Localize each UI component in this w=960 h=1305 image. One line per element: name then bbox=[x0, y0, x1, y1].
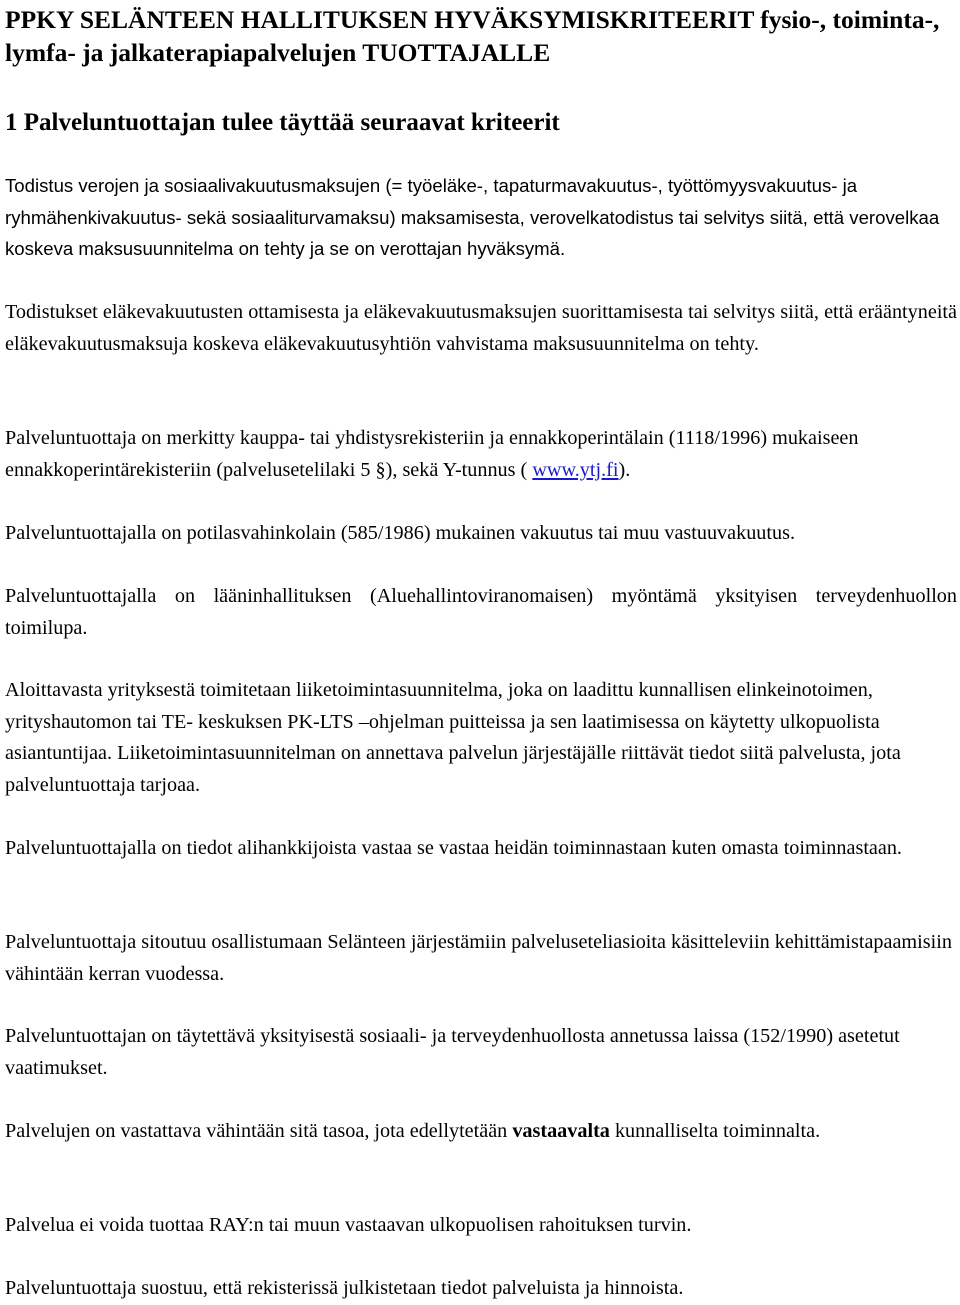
paragraph-meetings: Palveluntuottaja sitoutuu osallistumaan Selänteen järjestämiin palveluseteliasioita käsitteleviin kehittämistapaamisiin vähintään kerran vuodessa. bbox=[5, 931, 952, 985]
ytj-link[interactable]: www.ytj.fi bbox=[532, 458, 619, 481]
paragraph-insurance: Palveluntuottajalla on potilasvahinkolain (585/1986) mukainen vakuutus tai muu vastuuvakuutus. bbox=[5, 522, 795, 544]
section-heading: 1 Palveluntuottajan tulee täyttää seuraavat kriteerit bbox=[5, 109, 560, 136]
paragraph-business-plan: Aloittavasta yrityksestä toimitetaan liiketoimintasuunnitelma, joka on laadittu kunnallisen elinkeinotoimen, yrityshautomon tai TE- keskuksen PK-LTS –ohjelman puitteissa ja sen laatimisessa on käytetty ulkopuolista asiantuntijaa. Liiketoimintasuunnitelman on annettava palvelun järjestäjälle riittävät tiedot siitä palvelusta, jota palveluntuottaja tarjoaa. bbox=[5, 679, 901, 796]
paragraph-registry bbox=[5, 423, 957, 486]
registry-text-end: ). bbox=[618, 458, 631, 481]
paragraph-funding: Palvelua ei voida tuottaa RAY:n tai muun vastaavan ulkopuolisen rahoituksen turvin. bbox=[5, 1214, 692, 1236]
paragraph-subcontractors: Palveluntuottajalla on tiedot alihankkijoista vastaa se vastaa heidän toiminnastaan kuten omasta toiminnastaan. bbox=[5, 837, 902, 859]
paragraph-pension-certificate: Todistukset eläkevakuutusten ottamisesta ja eläkevakuutusmaksujen suorittamisesta tai selvitys siitä, että erääntyneitä eläkevakuutusmaksuja koskeva eläkevakuutusyhtiön vahvistama maksusuunnitelma on tehty. bbox=[5, 301, 957, 355]
document-title: PPKY SELÄNTEEN HALLITUKSEN HYVÄKSYMISKRITEERIT fysio-, toiminta-, lymfa- ja jalkaterapiapalvelujen TUOTTAJALLE bbox=[5, 5, 940, 67]
paragraph-tax-certificate: Todistus verojen ja sosiaalivakuutusmaksujen (= työeläke-, tapaturmavakuutus-, työttömyysvakuutus- ja ryhmähenkivakuutus- sekä sosiaaliturvamaksu) maksamisesta, verovelkatodistus tai selvitys siitä, että verovelkaa koskeva maksusuunnitelma on tehty ja se on verottajan hyväksymä. bbox=[5, 175, 940, 259]
paragraph-license: Palveluntuottajalla on lääninhallituksen (Aluehallintoviranomaisen) myöntämä yksityisen terveydenhuollon toimilupa. bbox=[5, 585, 957, 639]
paragraph-publication: Palveluntuottaja suostuu, että rekisterissä julkistetaan tiedot palveluista ja hinnoista. bbox=[5, 1277, 684, 1299]
service-level-text-end: kunnalliselta toiminnalta. bbox=[609, 1120, 821, 1142]
service-level-text: Palvelujen on vastattava vähintään sitä tasoa, jota edellytetään bbox=[5, 1120, 513, 1142]
service-level-bold: vastaavalta bbox=[512, 1120, 610, 1142]
paragraph-service-level bbox=[5, 1116, 957, 1148]
registry-text: Palveluntuottaja on merkitty kauppa- tai yhdistysrekisteriin ja ennakkoperintälain (1118/1996) mukaiseen ennakkoperintärekisteriin (palvelusetelilaki 5 §), sekä Y-tunnus ( bbox=[5, 427, 859, 481]
paragraph-requirements: Palveluntuottajan on täytettävä yksityisestä sosiaali- ja terveydenhuollosta annetussa laissa (152/1990) asetetut vaatimukset. bbox=[5, 1025, 900, 1079]
